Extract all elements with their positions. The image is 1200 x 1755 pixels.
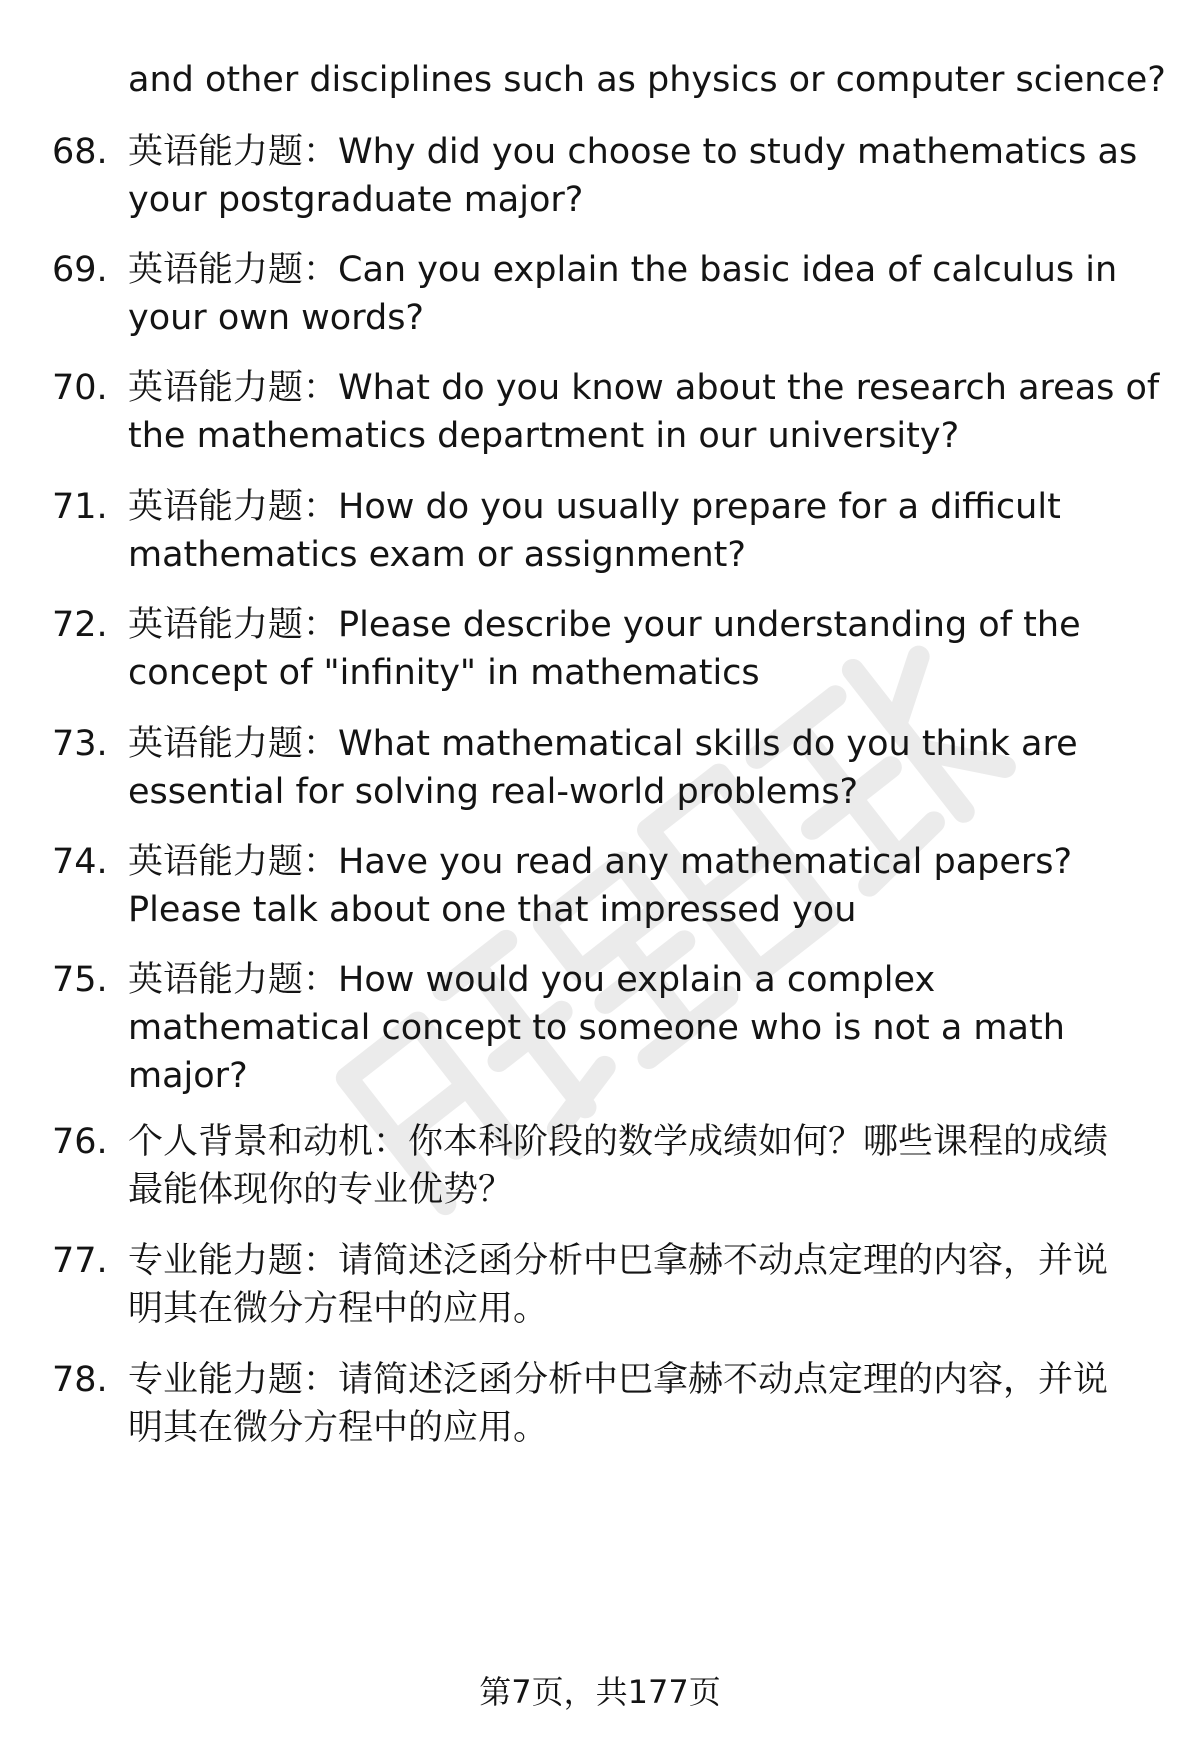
question-number: 72. xyxy=(52,605,108,645)
question-number: 71. xyxy=(52,487,108,527)
question-number: 77. xyxy=(52,1241,108,1281)
question-number: 75. xyxy=(52,960,108,1000)
question-text: 英语能力题：Why did you choose to study mathematics as your postgraduate major? xyxy=(128,132,1138,220)
question-text: 英语能力题：What do you know about the research areas of the mathematics department in our university? xyxy=(128,368,1160,456)
question-number: 69. xyxy=(52,250,108,290)
question-text: 英语能力题：How do you usually prepare for a difficult mathematics exam or assignment? xyxy=(128,487,1061,575)
question-text: 专业能力题：请简述泛函分析中巴拿赫不动点定理的内容，并说 明其在微分方程中的应用。 xyxy=(128,1360,1109,1448)
question-number: 68. xyxy=(52,132,108,172)
question-text: 英语能力题：How would you explain a complex mathematical concept to someone who is not a math major? xyxy=(128,960,1065,1096)
question-number: 73. xyxy=(52,724,108,764)
question-text: 个人背景和动机：你本科阶段的数学成绩如何？哪些课程的成绩 最能体现你的专业优势？ xyxy=(128,1122,1109,1210)
question-number: 78. xyxy=(52,1360,108,1400)
question-text: 英语能力题：Can you explain the basic idea of calculus in your own words? xyxy=(128,250,1118,338)
question-text: 英语能力题：Have you read any mathematical papers? Please talk about one that impressed you xyxy=(128,842,1073,930)
question-text: 英语能力题：Please describe your understanding of the concept of "infinity" in mathematics xyxy=(128,605,1081,693)
continuation-line: and other disciplines such as physics or computer science? xyxy=(128,60,1166,100)
question-number: 74. xyxy=(52,842,108,882)
question-number: 70. xyxy=(52,368,108,408)
question-text: 英语能力题：What mathematical skills do you think are essential for solving real-world problems? xyxy=(128,724,1078,812)
question-text: 专业能力题：请简述泛函分析中巴拿赫不动点定理的内容，并说 明其在微分方程中的应用。 xyxy=(128,1241,1109,1329)
page-number-footer: 第7页，共177页 xyxy=(479,1673,721,1711)
question-number: 76. xyxy=(52,1122,108,1162)
